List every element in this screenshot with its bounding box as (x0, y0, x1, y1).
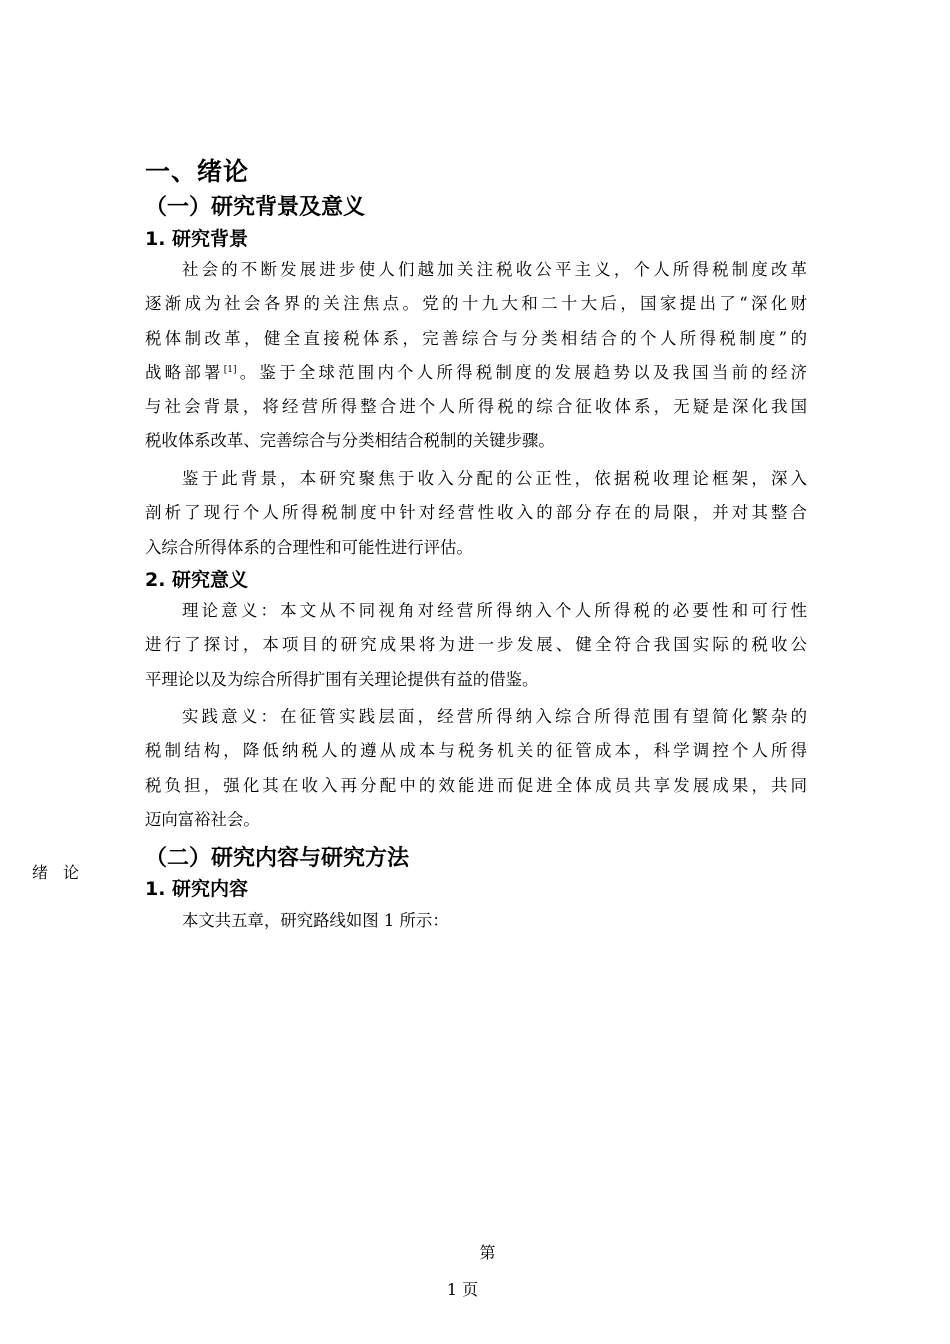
text-line: 社会的不断发展进步使人们越加关注税收公平主义，个人所得税制度改革 (182, 260, 807, 279)
paragraph-background-1 (145, 253, 807, 459)
text-line: 剖析了现行个人所得税制度中针对经营性收入的部分存在的局限，并对其整合 (145, 503, 807, 523)
chapter-heading: 一、绪论 (145, 157, 250, 186)
page-number: 1 页 (446, 1280, 479, 1299)
text-line: 本文共五章，研究路线如图 1 所示： (182, 911, 449, 930)
paragraph-content (145, 904, 807, 938)
text-segment: 。鉴于全球范围内个人所得税制度的发展趋势以及我国当前的经济 (236, 362, 808, 382)
text-line: 税收体系改革、完善综合与分类相结合税制的关键步骤。 (145, 431, 555, 451)
paragraph-background-2 (145, 462, 807, 565)
text-line: 迈向富裕社会。 (145, 809, 260, 829)
text-line: 税体制改革，健全直接税体系，完善综合与分类相结合的个人所得税制度”的 (145, 328, 807, 348)
text-line: 平理论以及为综合所得扩围有关理论提供有益的借鉴。 (145, 669, 539, 689)
text-line: 入综合所得体系的合理性和可能性进行评估。 (145, 537, 473, 557)
text-line: 与社会背景，将经营所得整合进个人所得税的综合征收体系，无疑是深化我国 (145, 397, 807, 417)
text-line-with-citation (145, 356, 807, 390)
page-footer-label: 第 (479, 1243, 496, 1262)
text-line: 税负担，强化其在收入再分配中的效能进而促进全体成员共享发展成果，共同 (145, 775, 807, 795)
section-heading-background: （一）研究背景及意义 (145, 195, 366, 220)
text-segment: 战略部署 (145, 362, 224, 382)
text-line: 实践意义：在征管实践层面，经营所得纳入综合所得范围有望简化繁杂的 (182, 707, 807, 726)
text-line: 进行了探讨，本项目的研究成果将为进一步发展、健全符合我国实际的税收公 (145, 635, 807, 655)
citation-ref[interactable]: [1] (223, 364, 237, 375)
text-line: 鉴于此背景，本研究聚焦于收入分配的公正性，依据税收理论框架，深入 (182, 469, 807, 488)
text-line: 税制结构，降低纳税人的遵从成本与税务机关的征管成本，科学调控个人所得 (145, 741, 807, 761)
paragraph-practical-significance (145, 700, 807, 837)
text-line: 理论意义：本文从不同视角对经营所得纳入个人所得税的必要性和可行性 (182, 601, 807, 620)
paragraph-theoretical-significance (145, 594, 807, 697)
subsection-heading-content: 1. 研究内容 (145, 878, 249, 900)
side-label: 绪论 (32, 863, 95, 882)
subsection-heading-background: 1. 研究背景 (145, 228, 249, 250)
subsection-heading-significance: 2. 研究意义 (145, 569, 249, 591)
section-heading-content-methods: （二）研究内容与研究方法 (145, 846, 410, 871)
text-line: 逐渐成为社会各界的关注焦点。党的十九大和二十大后，国家提出了“深化财 (145, 294, 807, 314)
